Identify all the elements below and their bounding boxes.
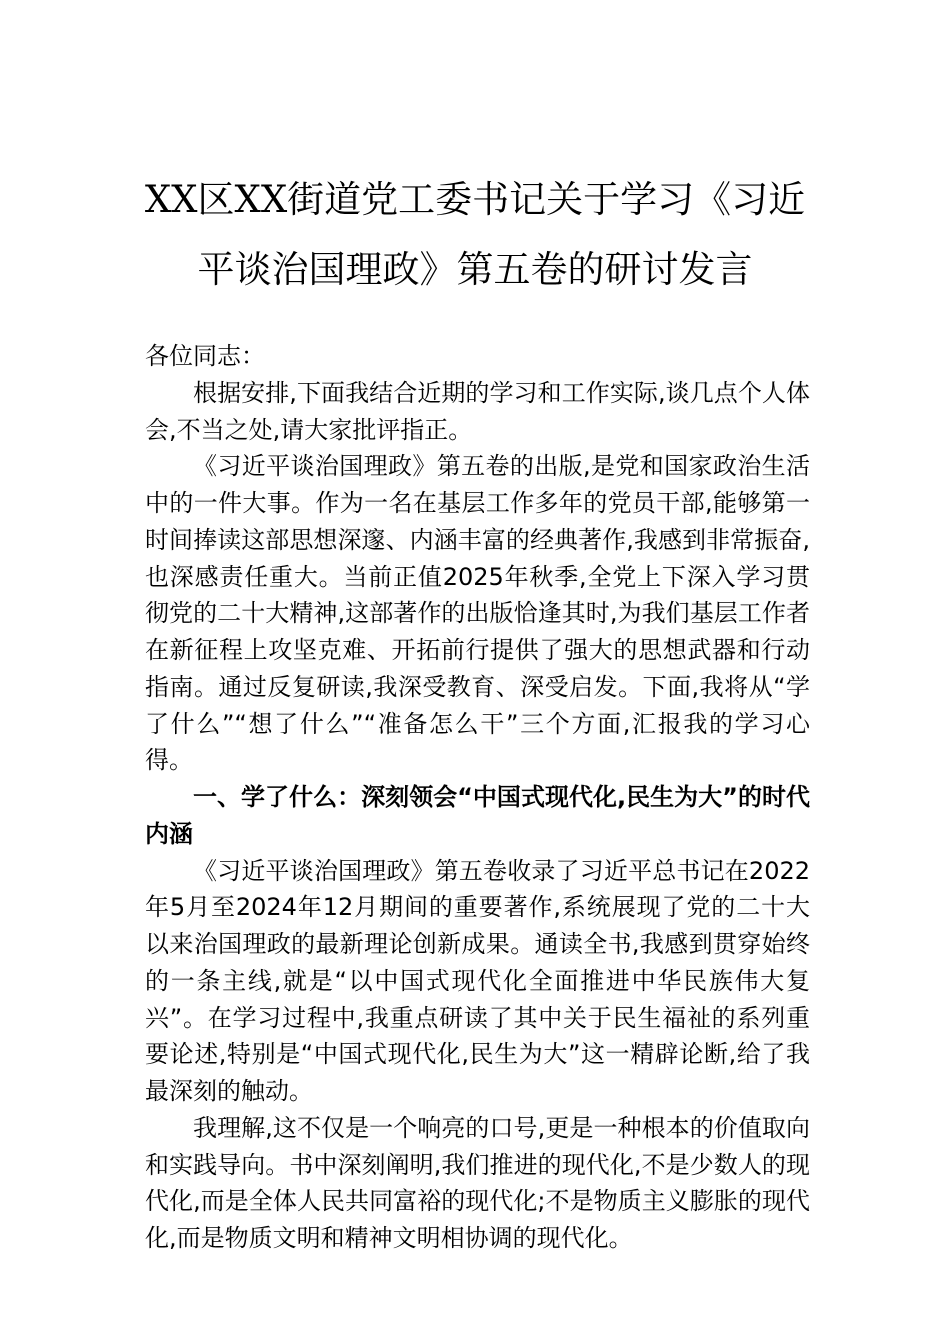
document-title-line-1: XX区XX街道党工委书记关于学习《习近 bbox=[144, 178, 806, 221]
document-body bbox=[145, 338, 810, 1257]
paragraph-section1-understanding: 我理解,这不仅是一个响亮的口号,更是一种根本的价值取向和实践导向。书中深刻阐明,我们推进的现代化,不是少数人的现代化,而是全体人民共同富裕的现代化;不是物质主义膨胀的现代化,而是物质文明和精神文明相协调的现代化。 bbox=[145, 1113, 810, 1252]
paragraph-section1-content: 《习近平谈治国理政》第五卷收录了习近平总书记在2022年5月至2024年12月期间的重要著作,系统展现了党的二十大以来治国理政的最新理论创新成果。通读全书,我感到贯穿始终的一条主线,就是“以中国式现代化全面推进中华民族伟大复兴”。在学习过程中,我重点研读了其中关于民生福祉的系列重要论述,特别是“中国式现代化,民生为大”这一精辟论断,给了我最深刻的触动。 bbox=[145, 856, 810, 1105]
document-title-line-2: 平谈治国理政》第五卷的研讨发言 bbox=[197, 248, 753, 291]
salutation: 各位同志： bbox=[145, 342, 265, 370]
paragraph-intro: 根据安排,下面我结合近期的学习和工作实际,谈几点个人体会,不当之处,请大家批评指正。 bbox=[145, 378, 810, 444]
section-heading-1: 一、学了什么：深刻领会“中国式现代化,民生为大”的时代内涵 bbox=[145, 783, 810, 848]
paragraph-background: 《习近平谈治国理政》第五卷的出版,是党和国家政治生活中的一件大事。作为一名在基层工作多年的党员干部,能够第一时间捧读这部思想深邃、内涵丰富的经典著作,我感到非常振奋,也深感责任重大。当前正值2025年秋季,全党上下深入学习贯彻党的二十大精神,这部著作的出版恰逢其时,为我们基层工作者在新征程上攻坚克难、开拓前行提供了强大的思想武器和行动指南。通过反复研读,我深受教育、深受启发。下面,我将从“学了什么”“想了什么”“准备怎么干”三个方面,汇报我的学习心得。 bbox=[145, 452, 810, 775]
